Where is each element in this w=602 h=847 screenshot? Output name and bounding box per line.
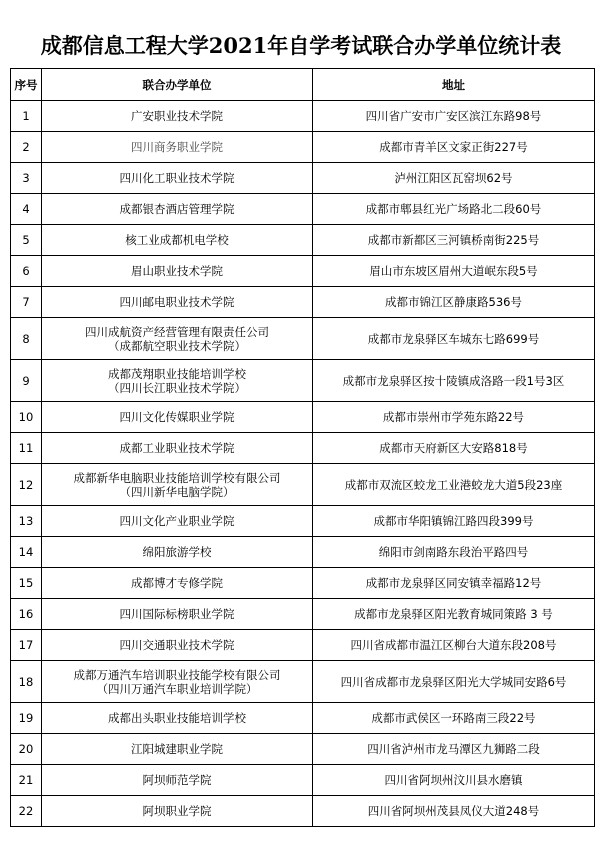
address-cell: 绵阳市剑南路东段治平路四号 xyxy=(313,537,595,568)
unit-cell xyxy=(42,318,313,360)
address-cell: 成都市武侯区一环路南三段22号 xyxy=(313,703,595,734)
address-cell: 成都市华阳镇锦江路四段399号 xyxy=(313,506,595,537)
table-row xyxy=(11,537,595,568)
address-cell: 成都市青羊区文家正街227号 xyxy=(313,132,595,163)
row-number: 22 xyxy=(11,796,42,827)
header-address: 地址 xyxy=(313,69,595,101)
table-row xyxy=(11,630,595,661)
table-row xyxy=(11,599,595,630)
address-cell: 四川省泸州市龙马潭区九狮路二段 xyxy=(313,734,595,765)
row-number: 18 xyxy=(11,661,42,703)
table-header-row xyxy=(11,69,595,101)
row-number: 9 xyxy=(11,360,42,402)
address-cell: 泸州江阳区瓦窑坝62号 xyxy=(313,163,595,194)
unit-name: 阿坝职业学院 xyxy=(142,804,212,818)
address-cell: 成都市龙泉驿区同安镇幸福路12号 xyxy=(313,568,595,599)
table-row xyxy=(11,163,595,194)
unit-cell xyxy=(42,537,313,568)
row-number: 4 xyxy=(11,194,42,225)
unit-name: 四川商务职业学院 xyxy=(131,140,223,154)
unit-name: 阿坝师范学院 xyxy=(142,773,212,787)
row-number: 1 xyxy=(11,101,42,132)
unit-cell xyxy=(42,101,313,132)
unit-cell xyxy=(42,506,313,537)
table-row xyxy=(11,568,595,599)
address-cell: 成都市新都区三河镇桥南街225号 xyxy=(313,225,595,256)
row-number: 6 xyxy=(11,256,42,287)
row-number: 12 xyxy=(11,464,42,506)
table-row xyxy=(11,765,595,796)
unit-name: 绵阳旅游学校 xyxy=(142,545,212,559)
unit-cell xyxy=(42,796,313,827)
unit-cell xyxy=(42,194,313,225)
address-cell: 四川省广安市广安区滨江东路98号 xyxy=(313,101,595,132)
table-row xyxy=(11,360,595,402)
table-row xyxy=(11,703,595,734)
unit-name: 江阳城建职业学院 xyxy=(131,742,223,756)
unit-alias: （四川长江职业技术学院） xyxy=(108,380,246,395)
unit-cell xyxy=(42,568,313,599)
row-number: 8 xyxy=(11,318,42,360)
unit-name: 眉山职业技术学院 xyxy=(131,264,223,278)
address-cell: 眉山市东坡区眉州大道岷东段5号 xyxy=(313,256,595,287)
address-cell: 成都市天府新区大安路818号 xyxy=(313,433,595,464)
table-row xyxy=(11,506,595,537)
unit-name: 四川国际标榜职业学院 xyxy=(119,607,235,621)
unit-name: 四川文化传媒职业学院 xyxy=(119,410,235,424)
page-title: 成都信息工程大学2021年自学考试联合办学单位统计表 xyxy=(40,33,562,58)
unit-name: 成都出头职业技能培训学校 xyxy=(108,711,246,725)
address-cell: 成都市郫县红光广场路北二段60号 xyxy=(313,194,595,225)
unit-name: 成都新华电脑职业技能培训学校有限公司 xyxy=(73,470,281,485)
unit-cell xyxy=(42,703,313,734)
table-row xyxy=(11,402,595,433)
row-number: 14 xyxy=(11,537,42,568)
row-number: 3 xyxy=(11,163,42,194)
row-number: 10 xyxy=(11,402,42,433)
unit-name: 成都茂翔职业技能培训学校 xyxy=(108,366,246,381)
table-row xyxy=(11,256,595,287)
table-row xyxy=(11,101,595,132)
unit-alias: （成都航空职业技术学院） xyxy=(108,338,246,353)
unit-cell xyxy=(42,163,313,194)
unit-cell xyxy=(42,661,313,703)
unit-name: 四川文化产业职业学院 xyxy=(119,514,235,528)
address-cell: 四川省阿坝州汶川县水磨镇 xyxy=(313,765,595,796)
table-row xyxy=(11,464,595,506)
unit-name: 成都博才专修学院 xyxy=(131,576,223,590)
unit-cell xyxy=(42,360,313,402)
unit-cell xyxy=(42,433,313,464)
unit-cell xyxy=(42,225,313,256)
unit-cell xyxy=(42,630,313,661)
table-row xyxy=(11,194,595,225)
row-number: 19 xyxy=(11,703,42,734)
unit-cell xyxy=(42,734,313,765)
row-number: 11 xyxy=(11,433,42,464)
unit-cell xyxy=(42,256,313,287)
unit-name: 四川成航资产经营管理有限责任公司 xyxy=(85,324,269,339)
unit-alias: （四川万通汽车职业培训学院） xyxy=(96,681,258,696)
address-cell: 成都市锦江区静康路536号 xyxy=(313,287,595,318)
unit-name: 四川邮电职业技术学院 xyxy=(119,295,235,309)
address-cell: 四川省阿坝州茂县凤仪大道248号 xyxy=(313,796,595,827)
unit-name: 广安职业技术学院 xyxy=(131,109,223,123)
unit-name: 成都万通汽车培训职业技能学校有限公司 xyxy=(73,667,281,682)
table-row xyxy=(11,225,595,256)
table-row xyxy=(11,287,595,318)
unit-name: 成都银杏酒店管理学院 xyxy=(119,202,235,216)
row-number: 13 xyxy=(11,506,42,537)
unit-name: 四川交通职业技术学院 xyxy=(119,638,235,652)
row-number: 20 xyxy=(11,734,42,765)
address-cell: 成都市龙泉驿区阳光教育城同策路 3 号 xyxy=(313,599,595,630)
row-number: 2 xyxy=(11,132,42,163)
row-number: 16 xyxy=(11,599,42,630)
row-number: 17 xyxy=(11,630,42,661)
unit-name: 成都工业职业技术学院 xyxy=(119,441,235,455)
address-cell: 成都市龙泉驿区车城东七路699号 xyxy=(313,318,595,360)
table-row xyxy=(11,318,595,360)
table-row xyxy=(11,796,595,827)
unit-name: 四川化工职业技术学院 xyxy=(119,171,235,185)
table-row xyxy=(11,433,595,464)
header-unit: 联合办学单位 xyxy=(42,69,313,101)
unit-alias: （四川新华电脑学院） xyxy=(119,484,235,499)
unit-cell xyxy=(42,464,313,506)
address-cell: 成都市龙泉驿区按十陵镇成洛路一段1号3区 xyxy=(313,360,595,402)
unit-cell xyxy=(42,132,313,163)
row-number: 15 xyxy=(11,568,42,599)
row-number: 21 xyxy=(11,765,42,796)
address-cell: 四川省成都市温江区柳台大道东段208号 xyxy=(313,630,595,661)
units-table xyxy=(10,68,595,827)
unit-name: 核工业成都机电学校 xyxy=(125,233,229,247)
address-cell: 四川省成都市龙泉驿区阳光大学城同安路6号 xyxy=(313,661,595,703)
header-no: 序号 xyxy=(11,69,42,101)
row-number: 7 xyxy=(11,287,42,318)
table-row xyxy=(11,734,595,765)
table-row xyxy=(11,661,595,703)
table-row xyxy=(11,132,595,163)
unit-cell xyxy=(42,402,313,433)
unit-cell xyxy=(42,599,313,630)
address-cell: 成都市双流区蛟龙工业港蛟龙大道5段23座 xyxy=(313,464,595,506)
row-number: 5 xyxy=(11,225,42,256)
unit-cell xyxy=(42,765,313,796)
address-cell: 成都市崇州市学苑东路22号 xyxy=(313,402,595,433)
unit-cell xyxy=(42,287,313,318)
